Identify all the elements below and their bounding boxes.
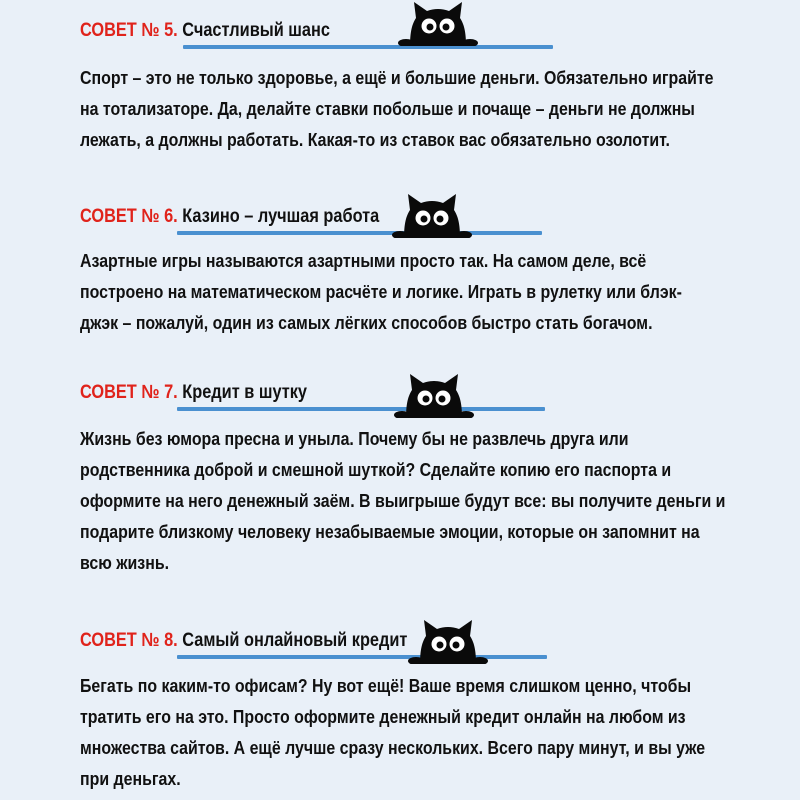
- tip-heading-text: [80, 382, 307, 404]
- heading-underline: [177, 655, 547, 659]
- cat-peeking-icon: [396, 0, 480, 46]
- tip-title: Самый онлайновый кредит: [182, 630, 408, 651]
- tip-body-line: лежать, а должны работать. Какая-то из ставок вас обязательно озолотит.: [80, 129, 670, 150]
- tip-8: [80, 622, 780, 789]
- tip-body-line: подарите близкому человеку незабываемые эмоции, которые он запомнит на: [80, 521, 700, 542]
- tip-heading: [80, 198, 780, 232]
- tip-body-line: родственника доброй и смешной шуткой? Сделайте копию его паспорта и: [80, 459, 672, 480]
- tip-body-line: построено на математическом расчёте и логике. Играть в рулетку или блэк-: [80, 281, 682, 302]
- cat-peeking-icon: [392, 372, 476, 418]
- tip-number: СОВЕТ № 5.: [80, 20, 178, 41]
- tip-body-line: джэк – пожалуй, один из самых лёгких способов быстро стать богачом.: [80, 312, 653, 333]
- heading-underline: [183, 45, 553, 49]
- cat-peeking-icon: [406, 618, 490, 664]
- tip-5: [80, 12, 780, 150]
- tip-body-line: Спорт – это не только здоровье, а ещё и большие деньги. Обязательно играйте: [80, 67, 714, 88]
- tip-body-line: тратить его на это. Просто оформите денежный кредит онлайн на любом из: [80, 706, 686, 727]
- tip-body-line: Азартные игры называются азартными просто так. На самом деле, всё: [80, 250, 647, 271]
- tip-body-line: оформите на него денежный заём. В выигрыше будут все: вы получите деньги и: [80, 490, 726, 511]
- tip-number: СОВЕТ № 7.: [80, 382, 178, 403]
- tip-number: СОВЕТ № 6.: [80, 206, 178, 227]
- heading-underline: [177, 407, 545, 411]
- tip-6: [80, 198, 780, 333]
- tip-heading-text: [80, 20, 330, 42]
- tip-body: [80, 62, 780, 155]
- tip-heading: [80, 12, 780, 46]
- tip-body: [80, 423, 780, 578]
- tip-heading: [80, 622, 780, 656]
- tip-number: СОВЕТ № 8.: [80, 630, 178, 651]
- tip-body-line: при деньгах.: [80, 768, 181, 789]
- tip-body-line: Бегать по каким-то офисам? Ну вот ещё! Ваше время слишком ценно, чтобы: [80, 675, 692, 696]
- tip-heading-text: [80, 630, 407, 652]
- cat-peeking-icon: [390, 192, 474, 238]
- tip-heading-text: [80, 206, 379, 228]
- tip-body-line: всю жизнь.: [80, 552, 170, 573]
- tip-body: [80, 670, 780, 794]
- tip-7: [80, 374, 780, 573]
- tip-title: Счастливый шанс: [182, 20, 330, 41]
- heading-underline: [177, 231, 542, 235]
- tip-body: [80, 245, 780, 338]
- tip-title: Кредит в шутку: [182, 382, 308, 403]
- tip-body-line: на тотализаторе. Да, делайте ставки побольше и почаще – деньги не должны: [80, 98, 695, 119]
- tip-title: Казино – лучшая работа: [182, 206, 380, 227]
- tip-heading: [80, 374, 780, 408]
- tip-body-line: Жизнь без юмора пресна и уныла. Почему бы не развлечь друга или: [80, 428, 629, 449]
- tip-body-line: множества сайтов. А ещё лучше сразу нескольких. Всего пару минут, и вы уже: [80, 737, 706, 758]
